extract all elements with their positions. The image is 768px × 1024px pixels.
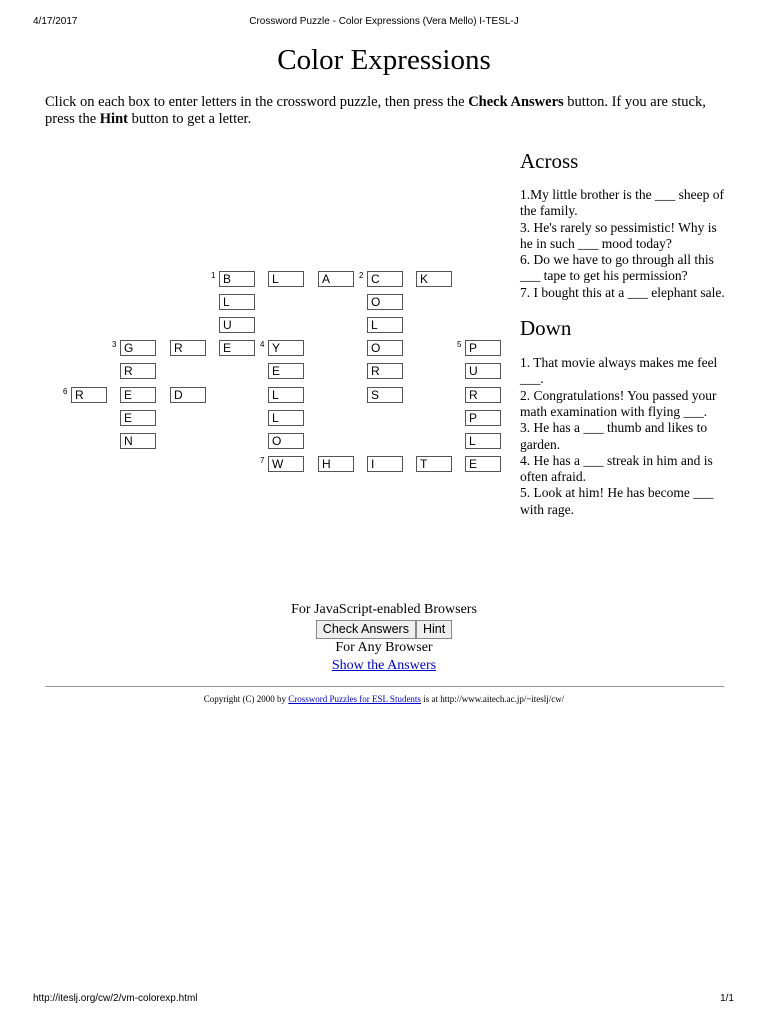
crossword-cell[interactable]: O [268,433,304,449]
print-page-count: 1/1 [720,993,734,1004]
down-clue: 1. That movie always makes me feel ___. [520,355,718,387]
down-clue: 3. He has a ___ thumb and likes to garden. [520,420,708,452]
instructions-text: button to get a letter. [127,111,252,127]
crossword-cell[interactable]: L [367,317,403,333]
instructions [45,94,730,128]
any-browser-label: For Any Browser [335,640,433,655]
print-date: 4/17/2017 [33,16,78,27]
button-row [0,620,768,639]
across-clue: 1.My little brother is the ___ sheep of the family. [520,187,724,219]
down-clue: 2. Congratulations! You passed your math examination with flying ___. [520,387,717,419]
down-clue: 4. He has a ___ streak in him and is often afraid. [520,452,713,485]
crossword-cell[interactable]: C [367,271,403,287]
crossword-cell[interactable]: O [367,340,403,356]
crossword-cell[interactable]: R [367,363,403,379]
clue-number: 5 [457,340,462,349]
crossword-cell[interactable]: L [268,387,304,403]
crossword-cell[interactable]: G [120,340,156,356]
crossword-cell[interactable]: U [465,363,501,379]
clue-number: 6 [63,387,68,396]
crossword-cell[interactable]: S [367,387,403,403]
crossword-cell[interactable]: N [120,433,156,449]
crossword-cell[interactable]: L [465,433,501,449]
crossword-cell[interactable]: U [219,317,255,333]
clue-number: 7 [260,456,265,465]
crossword-cell[interactable]: E [120,410,156,426]
divider [45,686,724,687]
check-answers-button[interactable]: Check Answers [316,620,416,639]
page-title: Color Expressions [277,44,491,76]
crossword-cell[interactable]: E [268,363,304,379]
crossword-cell[interactable]: R [465,387,501,403]
copyright-text: Copyright (C) 2000 by [203,694,289,704]
crossword-cell[interactable]: O [367,294,403,310]
crossword-cell[interactable]: I [367,456,403,472]
controls [0,601,768,675]
crossword-cell[interactable]: R [71,387,107,403]
crossword-cell[interactable]: R [170,340,206,356]
crossword-cell[interactable]: K [416,271,452,287]
crossword-cell[interactable]: E [120,387,156,403]
down-heading: Down [520,316,572,341]
print-header [0,16,768,30]
print-url: http://iteslj.org/cw/2/vm-colorexp.html [33,993,198,1004]
crossword-cell[interactable]: Y [268,340,304,356]
copyright-url: is at http://www.aitech.ac.jp/~iteslj/cw/ [420,694,565,704]
across-clue: 3. He's rarely so pessimistic! Why is he in such ___ mood today? [520,219,717,251]
instructions-hint: Hint [99,111,128,127]
clue-number: 3 [112,340,117,349]
clue-number: 2 [359,271,364,280]
crossword-cell[interactable]: D [170,387,206,403]
crossword-cell[interactable]: T [416,456,452,472]
crossword-cell[interactable]: P [465,410,501,426]
esl-puzzles-link[interactable]: Crossword Puzzles for ESL Students [288,694,421,704]
crossword-cell[interactable]: B [219,271,255,287]
instructions-text: Click on each box to enter letters in the crossword puzzle, then press the [45,94,469,110]
crossword-cell[interactable]: A [318,271,354,287]
js-browsers-label: For JavaScript-enabled Browsers [291,602,477,617]
clue-number: 1 [211,271,216,280]
down-clue: 5. Look at him! He has become ___ with rage. [520,485,714,517]
crossword-cell[interactable]: L [268,271,304,287]
across-heading: Across [520,149,579,173]
crossword-cell[interactable]: E [465,456,501,472]
crossword-cell[interactable]: L [268,410,304,426]
crossword-cell[interactable]: L [219,294,255,310]
crossword-cell[interactable]: W [268,456,304,472]
crossword-cell[interactable]: H [318,456,354,472]
across-clue: 7. I bought this at a ___ elephant sale. [520,284,725,300]
crossword-cell[interactable]: R [120,363,156,379]
across-clue: 6. Do we have to go through all this ___ tape to get his permission? [520,252,714,284]
clues-panel [520,148,725,518]
crossword-cell[interactable]: P [465,340,501,356]
copyright [0,694,768,704]
print-footer [0,993,768,1007]
instructions-text: button. If you are stuck, press the [45,94,706,127]
clue-number: 4 [260,340,265,349]
instructions-check-answers: Check Answers [468,94,564,110]
show-answers-link[interactable]: Show the Answers [331,658,437,673]
hint-button[interactable]: Hint [416,620,452,639]
print-page-title: Crossword Puzzle - Color Expressions (Vera Mello) I-TESL-J [249,16,519,27]
crossword-cell[interactable]: E [219,340,255,356]
